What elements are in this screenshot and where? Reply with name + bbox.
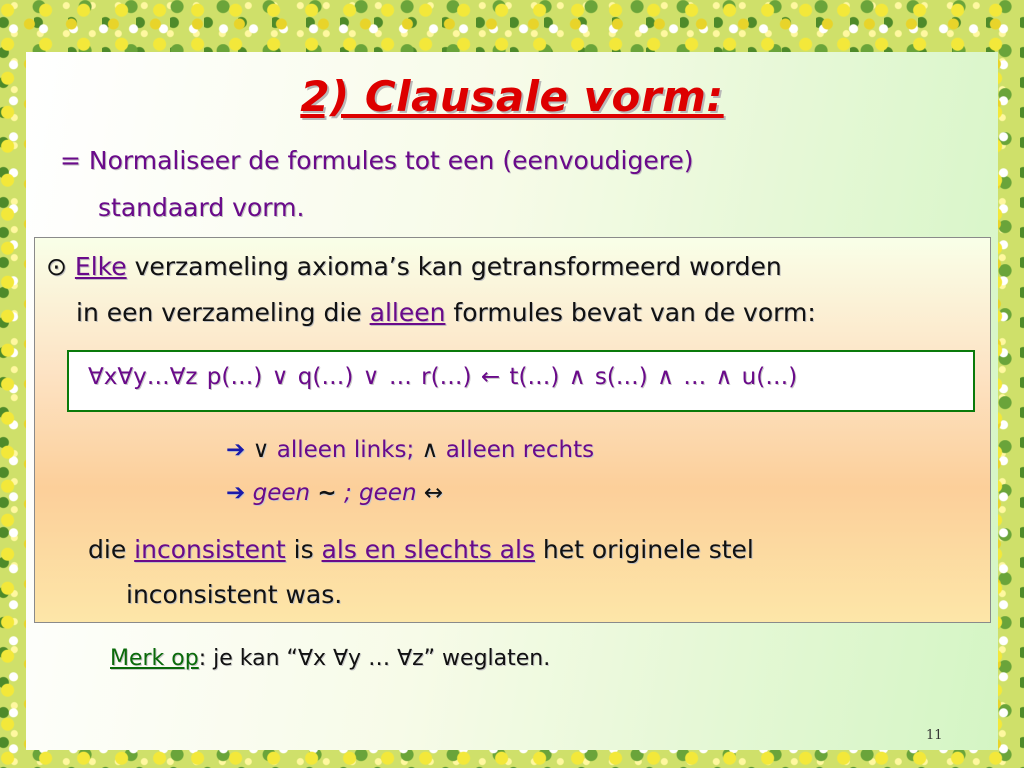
arrow-line-1 — [226, 437, 594, 463]
die-text: die — [88, 535, 135, 564]
intro-line-2: standaard vorm. — [98, 193, 305, 222]
clause-formula: ∀x∀y…∀z p(…) ∨ q(…) ∨ … r(…) ← t(…) ∧ s(…) ∧ … ∧ u(…) — [88, 364, 798, 390]
geen-text-2: ; geen — [336, 480, 424, 506]
conclusion-line-2: inconsistent was. — [126, 580, 343, 609]
note-text: : je kan “∀x ∀y … ∀z” weglaten. — [198, 646, 551, 671]
paragraph-line-1-rest: verzameling axioma’s kan getransformeerd worden — [126, 252, 782, 281]
arrow-right-icon-2: ➔ — [226, 480, 246, 506]
alleen-rechts-text: alleen rechts — [445, 437, 595, 463]
inconsistent-term: inconsistent — [134, 535, 286, 564]
elke-word: Elke — [74, 252, 127, 281]
and-symbol: ∧ — [414, 437, 446, 463]
note-label: Merk op — [110, 646, 199, 671]
paragraph-line-2-pre: in een verzameling die — [76, 298, 370, 327]
conclusion-rest: het originele stel — [534, 535, 754, 564]
note-line — [110, 646, 550, 671]
paragraph-line-2-post: formules bevat van de vorm: — [445, 298, 816, 327]
arrow-line-2 — [226, 480, 443, 506]
box-paragraph-line-2 — [76, 298, 816, 327]
page-number: 11 — [926, 728, 943, 743]
is-text: is — [285, 535, 322, 564]
arrow-right-icon: ➔ — [226, 437, 246, 463]
box-paragraph-line-1 — [46, 252, 782, 281]
alleen-word: alleen — [369, 298, 446, 327]
alleen-links-text: alleen links; — [276, 437, 415, 463]
geen-text: geen — [245, 480, 318, 506]
or-symbol: ∨ — [245, 437, 277, 463]
intro-line-1: = Normaliseer de formules tot een (eenvoudigere) — [60, 146, 694, 175]
bullet-icon: ⊙ — [46, 252, 67, 281]
content-box — [34, 237, 991, 623]
slide-title: 2) Clausale vorm: — [300, 72, 724, 121]
conclusion-line-1 — [88, 535, 754, 564]
tilde-symbol: ~ — [317, 480, 337, 506]
als-en-slechts-als-term: als en slechts als — [321, 535, 535, 564]
iff-symbol: ↔ — [423, 480, 444, 506]
